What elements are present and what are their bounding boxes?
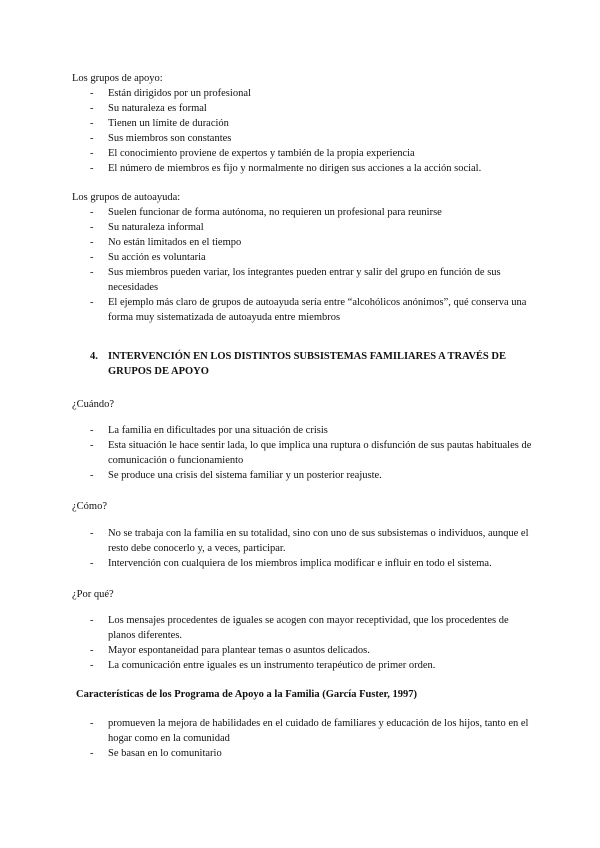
list-item: - Su naturaleza es formal [72,101,532,116]
caracteristicas-list [72,716,532,761]
list-item: - Sus miembros son constantes [72,131,532,146]
caracteristicas-heading: Características de los Programa de Apoyo a la Familia (García Fuster, 1997) [76,689,418,700]
list-item: - Se basan en lo comunitario [72,746,532,761]
porque-heading: ¿Por qué? [72,589,114,600]
como-list [72,526,532,571]
list-item: - Suelen funcionar de forma autónoma, no requieren un profesional para reunirse [72,205,532,220]
list-item: - No están limitados en el tiempo [72,235,532,250]
section-4-title [90,349,530,379]
list-item: - Intervención con cualquiera de los miembros implica modificar e influir en todo el sistema. [72,556,532,571]
autoayuda-heading: Los grupos de autoayuda: [72,192,181,203]
list-item: - Esta situación le hace sentir lada, lo que implica una ruptura o disfunción de sus pautas habituales de comunicación o funcionamiento [72,438,532,468]
list-item: - No se trabaja con la familia en su totalidad, sino con uno de sus subsistemas o individuos, aunque el resto debe conocerlo y, a veces, participar. [72,526,532,556]
list-item: - Sus miembros pueden variar, los integrantes pueden entrar y salir del grupo en función de sus necesidades [72,265,532,295]
list-item: - Tienen un límite de duración [72,116,532,131]
cuando-list [72,423,532,483]
autoayuda-section [72,190,532,325]
list-item: - El ejemplo más claro de grupos de autoayuda sería entre “alcohólicos anónimos”, qué conserva una forma muy sistematizada de autoayuda entre miembros [72,295,532,325]
list-item: - La comunicación entre iguales es un instrumento terapéutico de primer orden. [72,658,532,673]
list-item: - El número de miembros es fijo y normalmente no dirigen sus acciones a la acción social. [72,161,532,176]
autoayuda-list [72,205,532,325]
list-item: - La familia en dificultades por una situación de crisis [72,423,532,438]
cuando-heading: ¿Cuándo? [72,399,114,410]
list-item: - Se produce una crisis del sistema familiar y un posterior reajuste. [72,468,532,483]
list-item: - El conocimiento proviene de expertos y también de la propia experiencia [72,146,532,161]
list-item: - promueven la mejora de habilidades en el cuidado de familiares y educación de los hijos, tanto en el hogar como en la comunidad [72,716,532,746]
porque-list [72,613,532,673]
list-item: - Los mensajes procedentes de iguales se acogen con mayor receptividad, que los procedentes de planos diferentes. [72,613,532,643]
list-item: - Mayor espontaneidad para plantear temas o asuntos delicados. [72,643,532,658]
section-number: 4. [90,351,98,362]
apoyo-section [72,71,532,176]
list-item: - Su acción es voluntaria [72,250,532,265]
list-item: - Su naturaleza informal [72,220,532,235]
section-heading-text: INTERVENCIÓN EN LOS DISTINTOS SUBSISTEMAS FAMILIARES A TRAVÉS DE GRUPOS DE APOYO [108,351,506,377]
apoyo-heading: Los grupos de apoyo: [72,73,163,84]
list-item: - Están dirigidos por un profesional [72,86,532,101]
apoyo-list [72,86,532,176]
como-heading: ¿Cómo? [72,501,107,512]
